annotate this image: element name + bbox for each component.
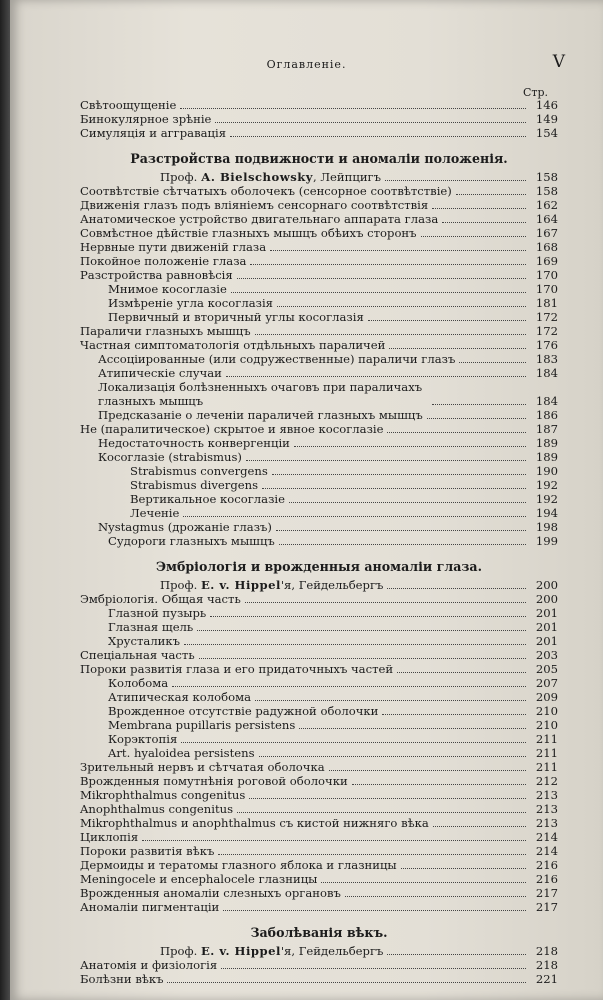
toc-entry <box>80 282 558 296</box>
page-ref: 184 <box>535 366 558 380</box>
toc-entry <box>80 366 558 380</box>
page-ref: 200 <box>535 578 558 592</box>
toc-entry-title: Дермоиды и тератомы глазного яблока и глазницы <box>80 858 397 872</box>
page-ref: 217 <box>535 900 558 914</box>
toc-entry-title: Леченіе <box>130 506 180 520</box>
toc-entry <box>80 422 558 436</box>
section-heading: Эмбріологія и врожденныя аномаліи глаза. <box>156 559 482 574</box>
page-ref: 213 <box>535 788 558 802</box>
page-ref: 162 <box>535 198 558 212</box>
dot-leader <box>456 194 526 195</box>
toc-entry <box>80 352 558 366</box>
toc-entry-title: Анатомія и физіологія <box>80 958 218 972</box>
book-spine-shadow <box>0 0 10 1000</box>
page-ref: 149 <box>535 112 558 126</box>
toc-entry-title: Врожденныя помутнѣнія роговой оболочки <box>80 774 348 788</box>
dot-leader <box>277 306 526 307</box>
toc-entry-title: Nystagmus (дрожаніе глазъ) <box>98 520 272 534</box>
toc-entry <box>80 212 558 226</box>
dot-leader <box>259 756 526 757</box>
page-ref: 184 <box>535 394 558 408</box>
dot-leader <box>387 432 526 433</box>
dot-leader <box>421 236 526 237</box>
toc-entry-title: Глазной пузырь <box>108 606 207 620</box>
dot-leader <box>294 446 526 447</box>
toc-entry-title: Косоглазіе (strabismus) <box>98 450 242 464</box>
page-ref: 216 <box>535 858 558 872</box>
dot-leader <box>299 728 526 729</box>
author-text <box>80 944 383 958</box>
section-heading: Разстройства подвижности и аномаліи положенія. <box>130 151 508 166</box>
toc-entry <box>80 844 558 858</box>
toc-entry <box>80 408 558 422</box>
dot-leader <box>427 418 526 419</box>
page-ref: 218 <box>535 958 558 972</box>
toc-entry-title: Аномаліи пигментаціи <box>80 900 220 914</box>
dot-leader <box>352 784 526 785</box>
dot-leader <box>223 910 526 911</box>
toc-entry <box>80 634 558 648</box>
author-suffix: 'я, Гейдельбергъ <box>280 944 384 958</box>
toc-entry-title: Врожденное отсутствіе радужной оболочки <box>108 704 379 718</box>
dot-leader <box>432 208 526 209</box>
toc-entry <box>80 310 558 324</box>
toc-entry <box>80 788 558 802</box>
page-ref: 167 <box>535 226 558 240</box>
dot-leader <box>221 968 526 969</box>
page-ref: 183 <box>535 352 558 366</box>
page-number: V <box>552 52 565 72</box>
page-ref: 213 <box>535 802 558 816</box>
page-ref: 172 <box>535 324 558 338</box>
toc-entry-title: Покойное положеніе глаза <box>80 254 247 268</box>
page-ref: 172 <box>535 310 558 324</box>
page-ref: 210 <box>535 704 558 718</box>
toc-entry <box>80 746 558 760</box>
dot-leader <box>210 616 526 617</box>
dot-leader <box>272 474 526 475</box>
toc-entry-title: Пороки развитія глаза и его придаточныхъ частей <box>80 662 394 676</box>
toc-entry <box>80 886 558 900</box>
page-ref: 170 <box>535 268 558 282</box>
toc-entry-title: Не (паралитическое) скрытое и явное косоглазіе <box>80 422 384 436</box>
toc-entry-title: Соотвѣтствіе сѣтчатыхъ оболочекъ (сенсорное соотвѣтствіе) <box>80 184 452 198</box>
toc-entry-title: Колобома <box>108 676 169 690</box>
toc-entry-title: Измѣреніе угла косоглазія <box>108 296 273 310</box>
toc-entry <box>80 506 558 520</box>
toc-entry <box>80 900 558 914</box>
page-ref: 194 <box>535 506 558 520</box>
page-ref: 192 <box>535 492 558 506</box>
page-ref: 213 <box>535 816 558 830</box>
toc-entry-title: Атипическая колобома <box>108 690 252 704</box>
toc-entry <box>80 296 558 310</box>
author-name: E. v. Hippel <box>200 578 281 592</box>
toc-entry <box>80 858 558 872</box>
dot-leader <box>167 982 526 983</box>
toc-entry-title: Mikrophthalmus и anophthalmus съ кистой нижняго вѣка <box>80 816 429 830</box>
author-suffix: , Лейпцигъ <box>313 170 381 184</box>
dot-leader <box>382 714 526 715</box>
toc-entry <box>80 774 558 788</box>
dot-leader <box>237 812 526 813</box>
toc-entry <box>80 478 558 492</box>
toc-entry <box>80 690 558 704</box>
dot-leader <box>276 530 526 531</box>
author-text <box>80 170 381 184</box>
dot-leader <box>180 108 526 109</box>
toc-entry <box>80 184 558 198</box>
toc-entry-title: Врожденныя аномаліи слезныхъ органовъ <box>80 886 341 900</box>
toc-entry-title: Спеціальная часть <box>80 648 195 662</box>
page-ref: 158 <box>535 170 558 184</box>
toc-entry-title: Мнимое косоглазіе <box>108 282 227 296</box>
dot-leader <box>368 320 526 321</box>
toc-entry <box>80 226 558 240</box>
page-ref: 170 <box>535 282 558 296</box>
dot-leader <box>255 700 526 701</box>
dot-leader <box>433 826 526 827</box>
dot-leader <box>250 264 526 265</box>
toc-entry-title: Art. hyaloidea persistens <box>108 746 255 760</box>
toc-entry-title: Meningocele и encephalocele глазницы <box>80 872 318 886</box>
toc-entry <box>80 662 558 676</box>
dot-leader <box>245 602 526 603</box>
dot-leader <box>231 292 526 293</box>
toc-entry <box>80 972 558 986</box>
dot-leader <box>255 334 526 335</box>
toc-entry-title: Strabismus convergens <box>130 464 268 478</box>
page-ref: 218 <box>535 944 558 958</box>
dot-leader <box>230 136 526 137</box>
toc-entry <box>80 606 558 620</box>
toc-entry-title: Предсказаніе о леченіи параличей глазныхъ мышцъ <box>98 408 423 422</box>
page-column-header: Стр. <box>522 86 548 99</box>
toc-entry-title: Корэктопія <box>108 732 178 746</box>
toc-entry <box>80 620 558 634</box>
page-ref: 201 <box>535 620 558 634</box>
page-ref: 212 <box>535 774 558 788</box>
toc-entry-title: Зрительный нервъ и сѣтчатая оболочка <box>80 760 325 774</box>
page-ref: 189 <box>535 450 558 464</box>
dot-leader <box>199 658 526 659</box>
toc-entry-title: Свѣтоощущеніе <box>80 98 177 112</box>
dot-leader <box>226 376 526 377</box>
author-name: E. v. Hippel <box>200 944 281 958</box>
toc-entry-title: Strabismus divergens <box>130 478 259 492</box>
toc-entry-title: Атипическіе случаи <box>98 366 222 380</box>
toc-entry-title: Пороки развитія вѣкъ <box>80 844 215 858</box>
page-ref: 217 <box>535 886 558 900</box>
page-ref: 154 <box>535 126 558 140</box>
dot-leader <box>459 362 526 363</box>
dot-leader <box>183 516 526 517</box>
toc-entry <box>80 380 558 408</box>
page-ref: 187 <box>535 422 558 436</box>
toc-entry-title: Частная симптоматологія отдѣльныхъ параличей <box>80 338 386 352</box>
toc-entry-title: Совмѣстное дѣйствіе глазныхъ мышцъ обѣихъ сторонъ <box>80 226 417 240</box>
page-ref: 198 <box>535 520 558 534</box>
dot-leader <box>142 840 526 841</box>
page-ref: 186 <box>535 408 558 422</box>
page-ref: 192 <box>535 478 558 492</box>
toc-entry <box>80 732 558 746</box>
page-ref: 211 <box>535 760 558 774</box>
toc-entry <box>80 872 558 886</box>
page-ref: 209 <box>535 690 558 704</box>
dot-leader <box>329 770 526 771</box>
toc-entry-title: Membrana pupillaris persistens <box>108 718 296 732</box>
page-ref: 201 <box>535 634 558 648</box>
dot-leader <box>181 742 526 743</box>
toc-entry <box>80 464 558 478</box>
author-prefix: Проф. <box>160 170 198 184</box>
dot-leader <box>237 278 526 279</box>
toc-entry <box>80 338 558 352</box>
page-ref: 176 <box>535 338 558 352</box>
toc-entry <box>80 324 558 338</box>
toc-entry-title: Anophthalmus congenitus <box>80 802 234 816</box>
toc-entry <box>80 704 558 718</box>
toc-entry <box>80 450 558 464</box>
toc-entry <box>80 126 558 140</box>
dot-leader <box>397 672 526 673</box>
toc-entry <box>80 534 558 548</box>
toc-entry <box>80 98 558 112</box>
dot-leader <box>197 630 526 631</box>
page-ref: 203 <box>535 648 558 662</box>
toc-entry-title: Недостаточность конвергенціи <box>98 436 290 450</box>
toc-entry <box>80 676 558 690</box>
section-heading: Заболѣванія вѣкъ. <box>250 925 388 940</box>
page-ref: 199 <box>535 534 558 548</box>
dot-leader <box>262 488 526 489</box>
dot-leader <box>401 868 526 869</box>
toc-entry <box>80 648 558 662</box>
author-prefix: Проф. <box>160 944 198 958</box>
dot-leader <box>289 502 526 503</box>
dot-leader <box>246 460 526 461</box>
page-ref: 214 <box>535 844 558 858</box>
toc-entry <box>80 816 558 830</box>
toc-entry <box>80 112 558 126</box>
dot-leader <box>184 644 526 645</box>
running-title: Оглавленіе. <box>266 58 347 71</box>
toc-entry-title: Бинокулярное зрѣніе <box>80 112 212 126</box>
page-header <box>10 52 603 76</box>
page-ref: 164 <box>535 212 558 226</box>
toc-entry <box>80 958 558 972</box>
book-page <box>10 0 603 1000</box>
toc-entry <box>80 760 558 774</box>
toc-entry <box>80 198 558 212</box>
author-line <box>80 170 558 184</box>
page-ref: 190 <box>535 464 558 478</box>
page-ref: 189 <box>535 436 558 450</box>
toc-entry <box>80 830 558 844</box>
toc-entry <box>80 592 558 606</box>
toc-entry-title: Симуляція и аггравація <box>80 126 227 140</box>
table-of-contents <box>80 98 558 986</box>
author-line <box>80 944 558 958</box>
toc-entry-title: Циклопія <box>80 830 139 844</box>
toc-entry <box>80 254 558 268</box>
dot-leader <box>387 954 526 955</box>
page-ref: 205 <box>535 662 558 676</box>
toc-entry-title: Вертикальное косоглазіе <box>130 492 285 506</box>
toc-entry-title: Первичный и вторичный углы косоглазія <box>108 310 364 324</box>
dot-leader <box>215 122 526 123</box>
toc-entry-title: Судороги глазныхъ мышцъ <box>108 534 275 548</box>
toc-entry-title: Ассоціированные (или содружественные) параличи глазъ <box>98 352 456 366</box>
dot-leader <box>387 588 526 589</box>
toc-entry <box>80 802 558 816</box>
dot-leader <box>270 250 526 251</box>
toc-entry <box>80 240 558 254</box>
page-ref: 169 <box>535 254 558 268</box>
toc-entry-title: Анатомическое устройство двигательнаго аппарата глаза <box>80 212 439 226</box>
page-ref: 207 <box>535 676 558 690</box>
toc-entry-title: Движенія глазъ подъ вліяніемъ сенсорнаго соотвѣтствія <box>80 198 429 212</box>
toc-entry <box>80 268 558 282</box>
toc-entry <box>80 436 558 450</box>
page-ref: 221 <box>535 972 558 986</box>
dot-leader <box>389 348 526 349</box>
toc-entry-title: Разстройства равновѣсія <box>80 268 233 282</box>
toc-entry <box>80 520 558 534</box>
toc-entry-title: Локализація болѣзненныхъ очаговъ при параличахъ глазныхъ мышцъ <box>98 380 423 408</box>
toc-entry-title: Mikrophthalmus congenitus <box>80 788 246 802</box>
page-ref: 211 <box>535 732 558 746</box>
page-ref: 211 <box>535 746 558 760</box>
dot-leader <box>218 854 526 855</box>
toc-entry <box>80 718 558 732</box>
page-ref: 216 <box>535 872 558 886</box>
dot-leader <box>385 180 526 181</box>
toc-entry-title: Хрусталикъ <box>108 634 181 648</box>
toc-entry-title: Глазная щель <box>108 620 194 634</box>
toc-entry <box>80 492 558 506</box>
dot-leader <box>279 544 526 545</box>
page-ref: 158 <box>535 184 558 198</box>
toc-entry-title: Нервные пути движеній глаза <box>80 240 267 254</box>
page-ref: 181 <box>535 296 558 310</box>
author-line <box>80 578 558 592</box>
dot-leader <box>321 882 526 883</box>
author-suffix: 'я, Гейдельбергъ <box>280 578 384 592</box>
author-prefix: Проф. <box>160 578 198 592</box>
page-ref: 168 <box>535 240 558 254</box>
page-ref: 214 <box>535 830 558 844</box>
page-ref: 200 <box>535 592 558 606</box>
author-text <box>80 578 383 592</box>
dot-leader <box>172 686 526 687</box>
dot-leader <box>442 222 526 223</box>
page-ref: 210 <box>535 718 558 732</box>
page-ref: 146 <box>535 98 558 112</box>
toc-entry-title: Эмбріологія. Общая часть <box>80 592 241 606</box>
page-ref: 201 <box>535 606 558 620</box>
author-name: А. Bielschowsky <box>200 170 313 184</box>
dot-leader <box>249 798 526 799</box>
toc-entry-title: Параличи глазныхъ мышцъ <box>80 324 251 338</box>
toc-entry-title: Болѣзни вѣкъ <box>80 972 164 986</box>
dot-leader <box>432 404 526 405</box>
dot-leader <box>345 896 526 897</box>
